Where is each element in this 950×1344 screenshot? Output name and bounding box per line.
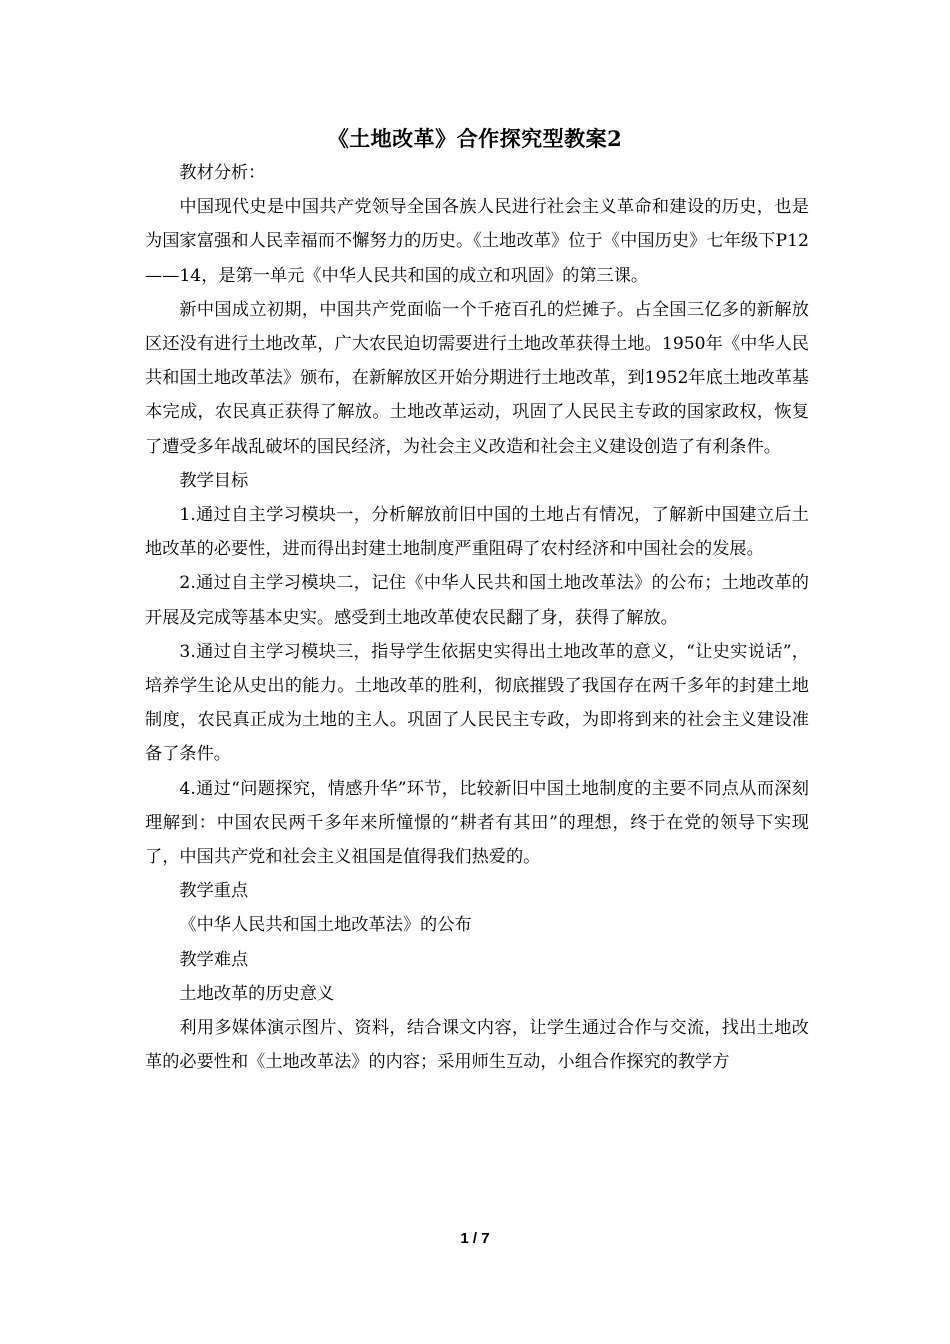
difficulty-text: 土地改革的历史意义: [179, 983, 335, 1004]
document-title: 《土地改革》合作探究型教案2: [327, 126, 623, 151]
body-paragraph: 利用多媒体演示图片、资料，结合课文内容，让学生通过合作与交流，找出土地改革的必要性和《土地改革法》的内容；采用师生互动，小组合作探究的教学方: [145, 1018, 809, 1073]
body-paragraph: 中国现代史是中国共产党领导全国各族人民进行社会主义革命和建设的历史，也是为国家富强和人民幸福而不懈努力的历史。《土地改革》位于《中国历史》七年级下P12——14，是第一单元《中华人民共和国的成立和巩固》的第三课。: [145, 197, 809, 286]
section-heading-key-points: 教学重点: [179, 881, 249, 902]
body-paragraph: 新中国成立初期，中国共产党面临一个千疮百孔的烂摊子。占全国三亿多的新解放区还没有进行土地改革，广大农民迫切需要进行土地改革获得土地。1950年《中华人民共和国土地改革法》颁布，在新解放区开始分期进行土地改革，到1952年底土地改革基本完成，农民真正获得了解放。土地改革运动，巩固了人民民主专政的国家政权，恢复了遭受多年战乱破坏的国民经济，为社会主义改造和社会主义建设创造了有利条件。: [145, 299, 809, 457]
key-point-text: 《中华人民共和国土地改革法》的公布: [179, 915, 472, 936]
document-body: [145, 156, 809, 1079]
goal-item-1: 1.通过自主学习模块一，分析解放前旧中国的土地占有情况，了解新中国建立后土地改革的必要性，进而得出封建土地制度严重阻碍了农村经济和中国社会的发展。: [145, 505, 809, 560]
page-number: 1 / 7: [460, 1230, 490, 1247]
goal-item-2: 2.通过自主学习模块二，记住《中华人民共和国土地改革法》的公布；土地改革的开展及完成等基本史实。感受到土地改革使农民翻了身，获得了解放。: [145, 573, 809, 628]
goal-item-4: 4.通过“问题探究，情感升华”环节，比较新旧中国土地制度的主要不同点从而深刻理解到：中国农民两千多年来所憧憬的“耕者有其田”的理想，终于在党的领导下实现了，中国共产党和社会主义祖国是值得我们热爱的。: [145, 778, 809, 868]
section-heading-textbook-analysis: 教材分析：: [179, 163, 266, 183]
section-heading-difficulties: 教学难点: [179, 949, 249, 970]
goal-item-3: 3.通过自主学习模块三，指导学生依据史实得出土地改革的意义，“让史实说话”，培养学生论从史出的能力。土地改革的胜利，彻底摧毁了我国存在两千多年的封建土地制度，农民真正成为土地的主人。巩固了人民民主专政，为即将到来的社会主义建设准备了条件。: [145, 641, 809, 765]
section-heading-teaching-goals: 教学目标: [179, 470, 249, 491]
